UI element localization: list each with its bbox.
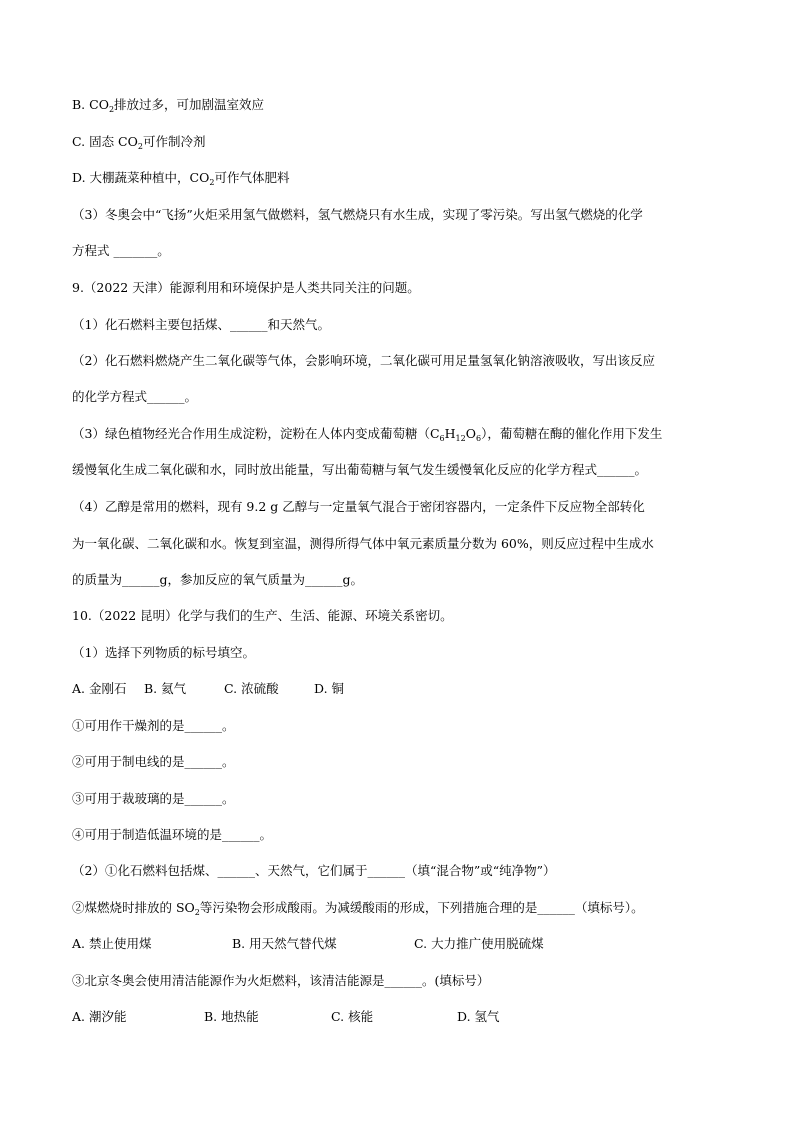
question-9-title: 9.（2022 天津）能源利用和环境保护是人类共同关注的问题。 <box>72 280 420 295</box>
question-8-3-blank: 方程式 _______。 <box>72 243 170 258</box>
option-a: A. 禁止使用煤 <box>72 936 152 951</box>
question-10-2-item-2: ②煤燃烧时排放的 $SO_2$等污染物会形成酸雨。为减缓酸雨的形成，下列措施合理的是______（填标号）。 <box>72 900 644 917</box>
question-10-2-item-1: （2）①化石燃料包括煤、______、天然气，它们属于______（填“混合物”或“纯净物”） <box>72 863 556 878</box>
option-b: B. 用天然气替代煤 <box>232 936 337 951</box>
question-10-2-item-3: ③北京冬奥会使用清洁能源作为火炬燃料，该清洁能源是______。(填标号） <box>72 973 490 988</box>
question-10-2-item-3-options <box>72 1009 732 1025</box>
option-c: C. 核能 <box>331 1009 374 1024</box>
question-8-3-text: （3）冬奥会中“飞扬”火炬采用氢气做燃料，氢气燃烧只有水生成，实现了零污染。写出氢气燃烧的化学 <box>72 207 643 222</box>
option-c: C. 大力推广使用脱硫煤 <box>414 936 544 951</box>
question-10-1-item-1: ①可用作干燥剂的是______。 <box>72 718 235 733</box>
option-a: A. 潮汐能 <box>72 1009 127 1024</box>
option-c: C. 浓硫酸 <box>224 681 279 696</box>
question-10-1-item-3: ③可用于裁玻璃的是______。 <box>72 791 235 806</box>
question-9-3-text: （3）绿色植物经光合作用生成淀粉，淀粉在人体内变成葡萄糖$(C_6H_{12}O_6)$，葡萄糖在酶的催化作用下发生 <box>72 426 663 443</box>
question-10-1-item-4: ④可用于制造低温环境的是______。 <box>72 827 273 842</box>
question-9-2-blank: 的化学方程式______。 <box>72 389 198 404</box>
option-b-line: B. $CO_2$排放过多，可加剧温室效应 <box>72 97 265 114</box>
question-9-3-blank: 缓慢氧化生成二氧化碳和水，同时放出能量，写出葡萄糖与氧气发生缓慢氧化反应的化学方程式______。 <box>72 462 648 477</box>
question-10-1: （1）选择下列物质的标号填空。 <box>72 645 255 660</box>
question-9-2-text: （2）化石燃料燃烧产生二氧化碳等气体，会影响环境，二氧化碳可用足量氢氧化钠溶液吸收，写出该反应 <box>72 353 655 368</box>
question-9-4-text-cont: 为一氧化碳、二氧化碳和水。恢复到室温，测得所得气体中氧元素质量分数为 60%，则反应过程中生成水 <box>72 536 654 551</box>
option-d: D. 氢气 <box>457 1009 500 1024</box>
option-b: B. 地热能 <box>204 1009 259 1024</box>
question-9-4-text: （4）乙醇是常用的燃料，现有 9.2 g 乙醇与一定量氧气混合于密闭容器内，一定条件下反应物全部转化 <box>72 499 645 514</box>
option-a: A. 金刚石 <box>72 681 127 696</box>
question-10-1-options <box>72 681 732 697</box>
question-9-4-blanks: 的质量为______g，参加反应的氧气质量为______g。 <box>72 572 364 587</box>
question-9-1: （1）化石燃料主要包括煤、______和天然气。 <box>72 317 330 332</box>
question-10-1-item-2: ②可用于制电线的是______。 <box>72 754 235 769</box>
option-d-line: D. 大棚蔬菜种植中，$CO_2$可作气体肥料 <box>72 170 290 187</box>
question-10-title: 10.（2022 昆明）化学与我们的生产、生活、能源、环境关系密切。 <box>72 608 453 623</box>
option-d: D. 铜 <box>314 681 345 696</box>
question-10-2-options <box>72 936 732 952</box>
option-b: B. 氦气 <box>144 681 187 696</box>
option-c-line: C. 固态 $CO_2$可作制冷剂 <box>72 134 206 151</box>
